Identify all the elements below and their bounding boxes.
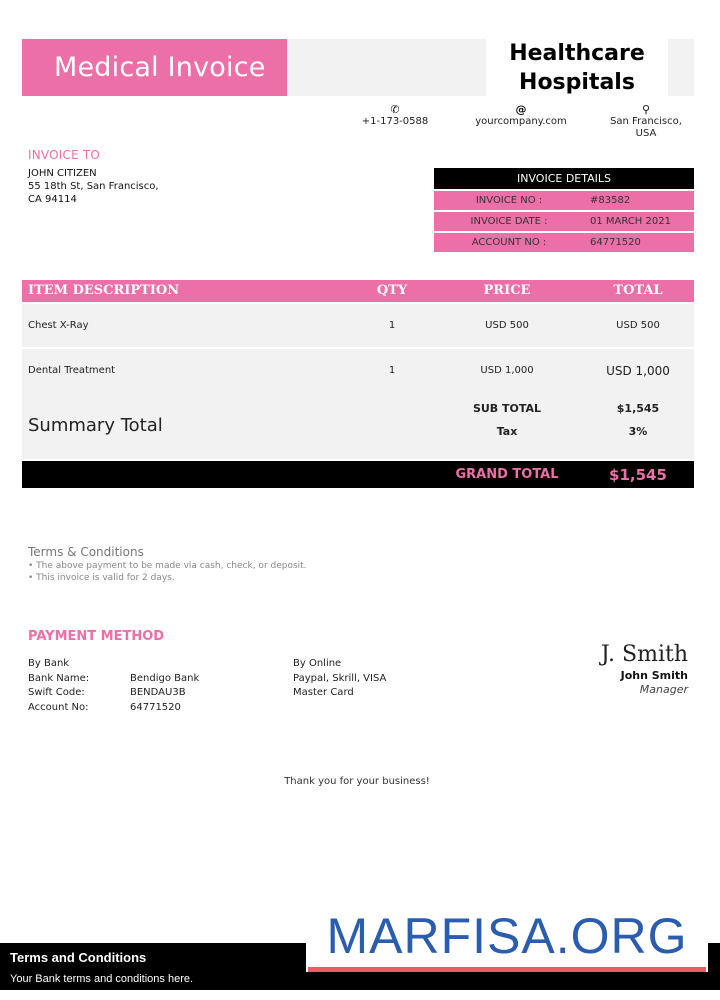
- terms-list: [28, 560, 307, 584]
- contact-email: [470, 103, 572, 128]
- watermark-text: MARFISA.ORG: [326, 908, 688, 964]
- invoice-details-row: [434, 233, 694, 252]
- item-qty: 1: [388, 365, 396, 376]
- company-name-line1: Healthcare: [509, 41, 645, 66]
- footer-title: Terms and Conditions: [10, 950, 147, 965]
- header-total: TOTAL: [613, 283, 663, 298]
- customer-name: JOHN CITIZEN: [28, 168, 97, 179]
- location-line2: USA: [635, 128, 657, 139]
- table-row: [22, 349, 694, 392]
- tax-row: [432, 420, 694, 443]
- thank-you-message: Thank you for your business!: [284, 776, 430, 787]
- location-line1: San Francisco,: [610, 116, 682, 127]
- invoice-no-value: #83582: [590, 195, 631, 206]
- bank-heading: By Bank: [28, 658, 70, 669]
- invoice-title-banner: [22, 39, 287, 96]
- bank-row: [28, 701, 199, 716]
- swift-code-value: BENDAU3B: [130, 687, 186, 698]
- swift-code-label: Swift Code:: [28, 687, 85, 698]
- company-name: [486, 39, 668, 96]
- summary-panel: [22, 392, 694, 459]
- subtotal-label: SUB TOTAL: [472, 402, 542, 415]
- customer-address-line1: 55 18th St, San Francisco,: [28, 181, 159, 192]
- invoice-to-address: [28, 167, 159, 206]
- subtotal-row: [432, 397, 694, 420]
- bank-account-value: 64771520: [130, 701, 181, 713]
- header-item-description: ITEM DESCRIPTION: [28, 283, 180, 298]
- header-price: PRICE: [483, 283, 531, 298]
- invoice-details-row: [434, 191, 694, 210]
- item-qty: 1: [388, 320, 396, 331]
- payment-by-online: [293, 657, 386, 701]
- bank-row: [28, 672, 199, 687]
- terms-title: Terms & Conditions: [28, 545, 144, 559]
- signature-block: [601, 641, 688, 697]
- account-no-label: ACCOUNT NO :: [471, 237, 547, 248]
- bank-name-value: Bendigo Bank: [130, 672, 200, 684]
- invoice-title: Medical Invoice: [54, 52, 266, 83]
- footer-subtitle: Your Bank terms and conditions here.: [10, 973, 194, 985]
- invoice-to-label: INVOICE TO: [28, 148, 101, 162]
- tax-label: Tax: [496, 425, 518, 438]
- invoice-no-label: INVOICE NO :: [475, 195, 543, 206]
- items-table: [22, 280, 694, 392]
- items-table-header: [22, 280, 694, 302]
- invoice-details-row: [434, 212, 694, 231]
- online-methods-line: Master Card: [293, 687, 354, 698]
- bank-account-label: Account No:: [28, 701, 89, 713]
- bank-row: [28, 686, 199, 701]
- item-price: USD 500: [485, 320, 529, 331]
- summary-total-label: Summary Total: [28, 415, 163, 436]
- header-gray-band: [287, 39, 486, 96]
- watermark-logo: [306, 908, 708, 972]
- header-gray-band-right: [668, 39, 694, 96]
- location-pin-icon: ⚲: [641, 103, 651, 116]
- subtotal-value: $1,545: [616, 402, 660, 415]
- tax-value: 3%: [628, 425, 648, 438]
- terms-item: • This invoice is valid for 2 days.: [28, 573, 175, 583]
- invoice-details-title: INVOICE DETAILS: [434, 168, 694, 189]
- account-no-value: 64771520: [590, 237, 641, 248]
- invoice-details-panel: [434, 168, 694, 252]
- terms-item: • The above payment to be made via cash, check, or deposit.: [28, 561, 307, 571]
- email-text: yourcompany.com: [475, 116, 567, 127]
- signer-name: John Smith: [620, 669, 688, 682]
- grand-total-bar: [22, 461, 694, 488]
- customer-address-line2: CA 94114: [28, 194, 77, 205]
- at-icon: @: [515, 103, 527, 116]
- item-total: USD 1,000: [606, 363, 670, 378]
- invoice-date-value: 01 MARCH 2021: [590, 216, 671, 227]
- watermark-underline: [308, 967, 706, 972]
- contact-location: [604, 103, 688, 140]
- item-description: Dental Treatment: [28, 365, 116, 376]
- online-heading: By Online: [293, 658, 342, 669]
- phone-text: +1-173-0588: [361, 116, 429, 127]
- online-methods-line: Paypal, Skrill, VISA: [293, 672, 387, 684]
- signer-role: Manager: [639, 683, 688, 696]
- payment-method-title: PAYMENT METHOD: [28, 629, 165, 644]
- signature-script: J. Smith: [600, 642, 688, 667]
- item-total: USD 500: [616, 320, 660, 331]
- item-price: USD 1,000: [480, 365, 534, 376]
- grand-total-label: GRAND TOTAL: [455, 467, 559, 482]
- payment-by-bank: [28, 657, 199, 715]
- invoice-date-label: INVOICE DATE :: [470, 216, 548, 227]
- item-description: Chest X-Ray: [28, 320, 89, 331]
- contact-phone: [356, 103, 434, 128]
- phone-icon: ✆: [390, 103, 400, 116]
- company-name-line2: Hospitals: [519, 70, 635, 95]
- summary-subtotals: [432, 397, 694, 443]
- header-qty: QTY: [376, 283, 408, 298]
- table-row: [22, 304, 694, 347]
- grand-total-value: $1,545: [609, 465, 667, 484]
- bank-name-label: Bank Name:: [28, 672, 90, 684]
